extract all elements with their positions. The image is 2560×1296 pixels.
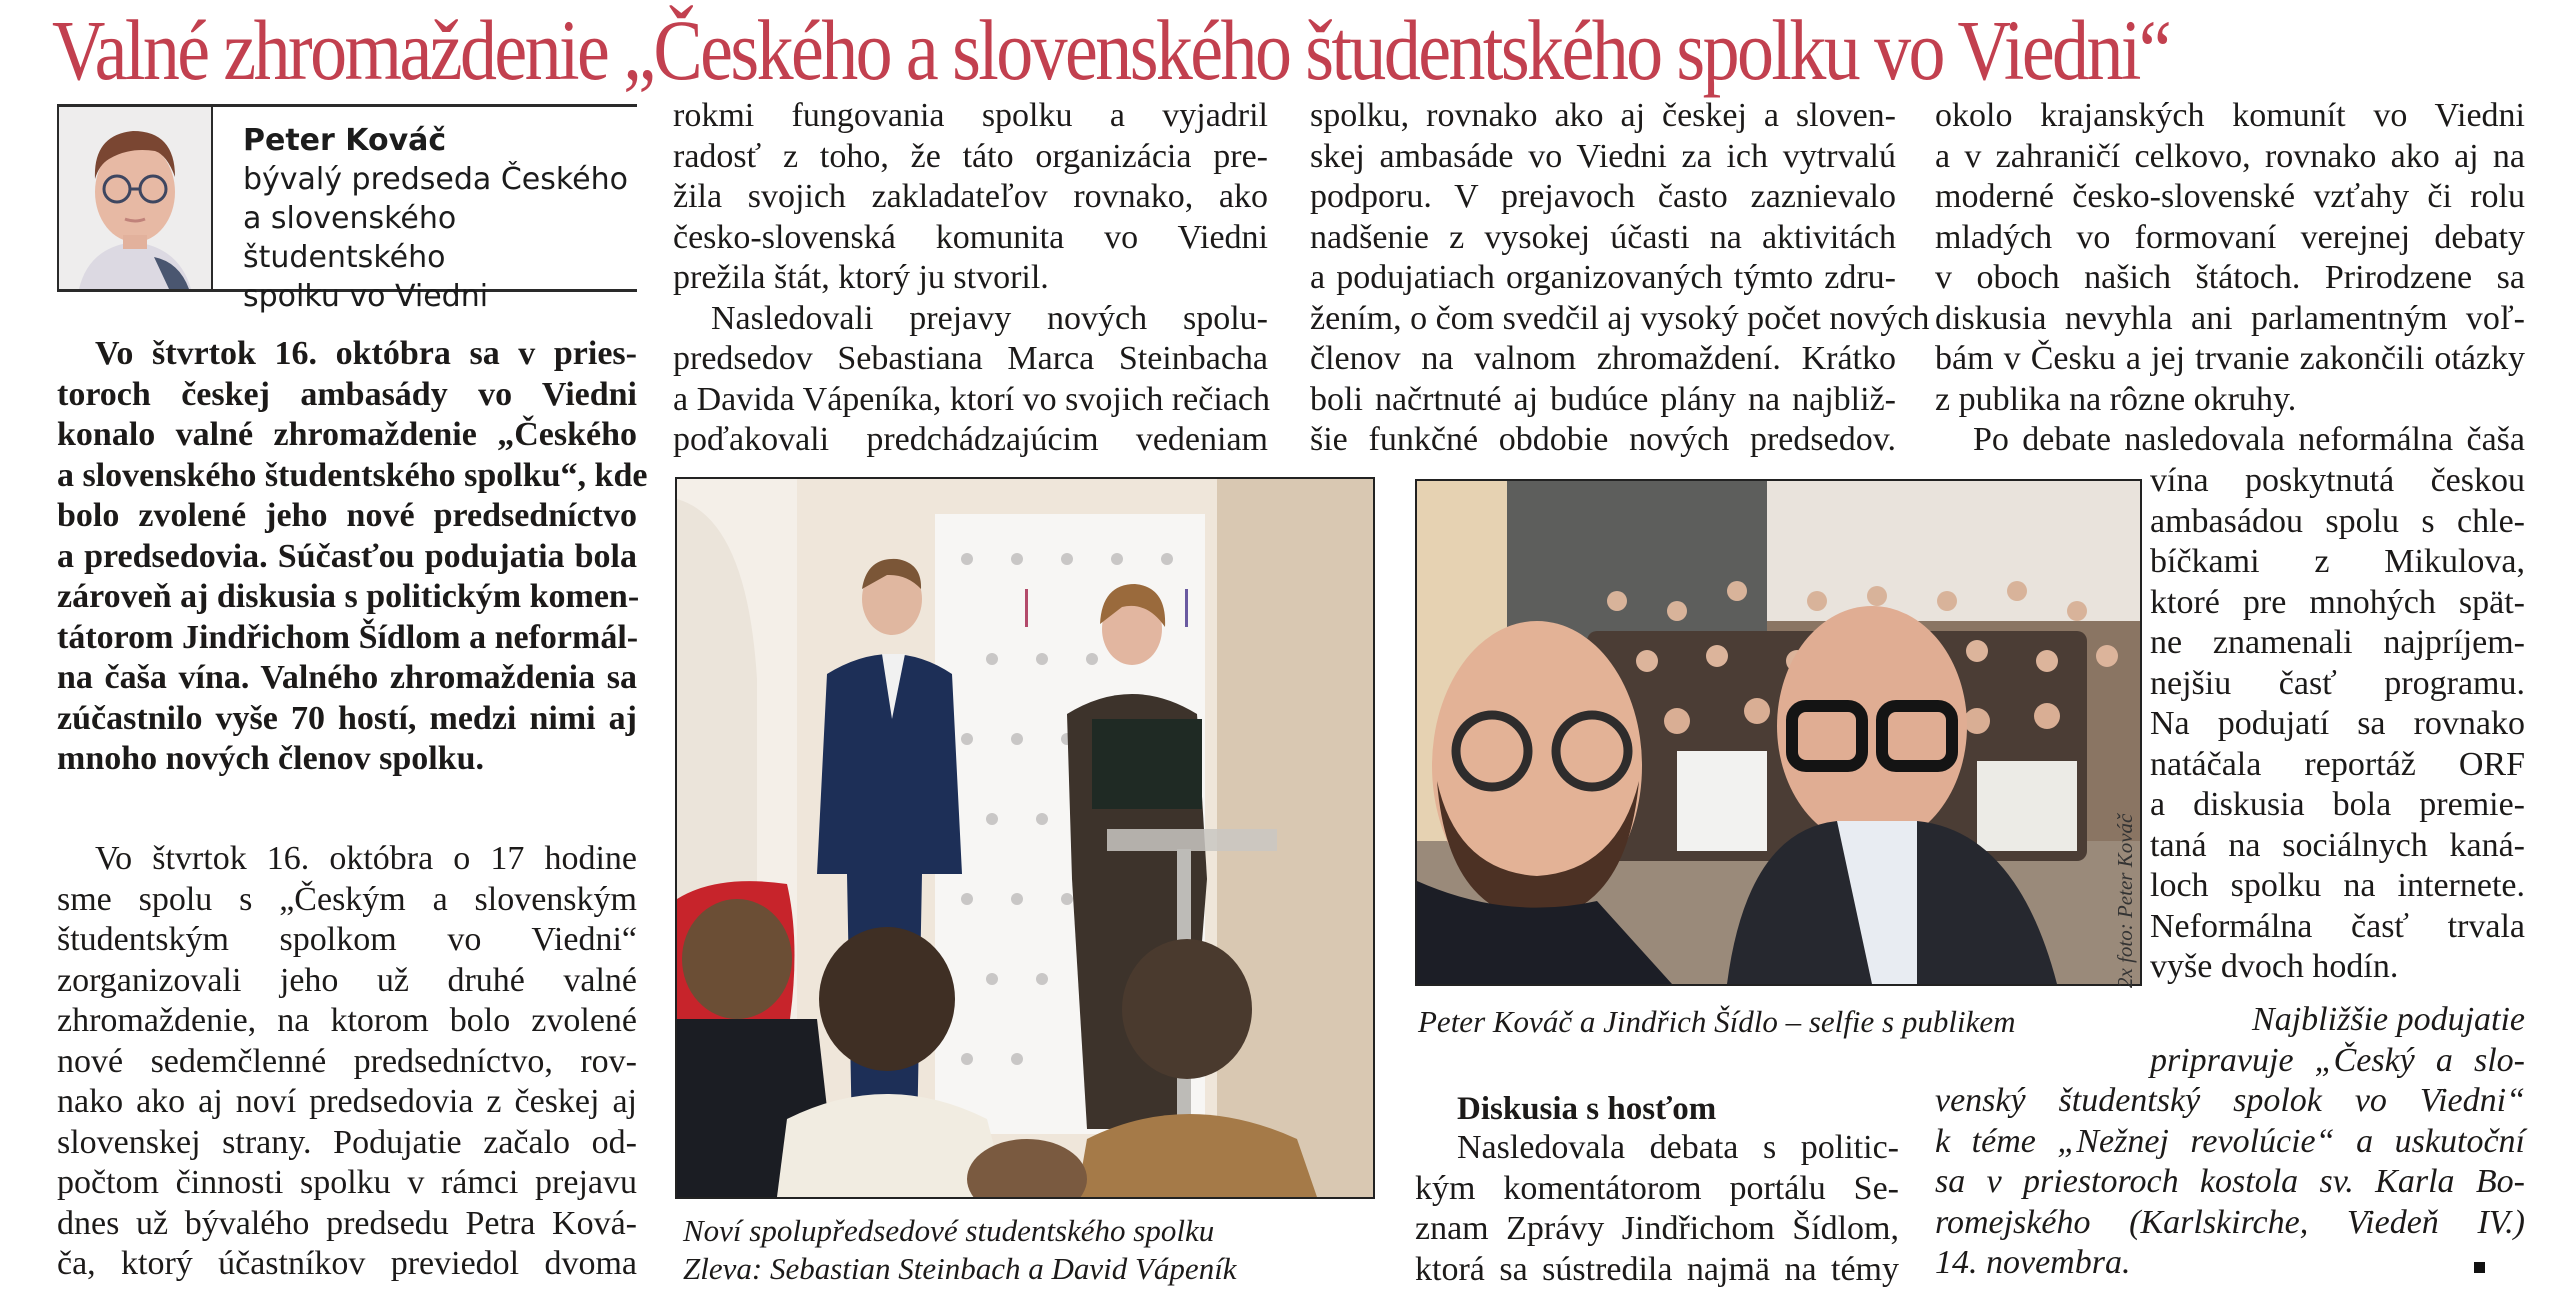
text-line: diskusia nevyhla ani parlamentným voľ-	[1935, 299, 2525, 337]
author-role-line: bývalý predseda Českého	[243, 162, 628, 197]
text-line: skej ambasáde vo Viedni za ich vytrvalú	[1310, 137, 1896, 175]
text-line: nako ako aj noví predsedovia z českej aj	[57, 1083, 637, 1120]
author-photo	[57, 107, 213, 289]
text-line: mnoho nových členov spolku.	[57, 740, 484, 777]
text-line: žila svojich zakladateľov rovnako, ako	[673, 178, 1268, 215]
text-line: česko-slovenská komunita vo Viedni	[673, 218, 1268, 256]
text-line: zhromaždenie, na ktorom bolo zvolené	[57, 1002, 637, 1039]
co-chairs-photo-icon	[677, 479, 1373, 1197]
text-line: bolo zvolené jeho nové predsedníctvo	[57, 497, 637, 534]
text-line: mladých vo formovaní verejnej debaty	[1935, 218, 2525, 256]
text-line: žením, o čom svedčil aj vysoký počet nových	[1310, 299, 1930, 337]
text-line: znam Zprávy Jindřichom Šídlom,	[1415, 1210, 1899, 1247]
text-line: dnes už bývalého predsedu Petra Ková-	[57, 1204, 637, 1242]
text-line: 14. novembra.	[1935, 1244, 2131, 1281]
author-info	[243, 121, 637, 316]
photo1-caption	[683, 1212, 1237, 1288]
text-line: Neformálna časť trvala	[2150, 907, 2525, 945]
text-line: sme spolu s „Českým a slovenským	[57, 880, 637, 918]
text-line: Najbližšie podujatie	[2252, 1001, 2525, 1038]
text-line: a Davida Vápeníka, ktorí vo svojich rečiach	[673, 380, 1270, 418]
text-line: radosť z toho, že táto organizácia pre-	[673, 137, 1268, 175]
text-line: predsedov Sebastiana Marca Steinbacha	[673, 340, 1268, 377]
text-line: k téme „Nežnej revolúcie“ a uskutoční	[1935, 1122, 2525, 1160]
section-heading: Diskusia s hosťom	[1457, 1091, 1717, 1127]
text-line: nadšenie z vysokej účasti na aktivitách	[1310, 218, 1896, 256]
body-paragraph-1	[57, 839, 637, 1285]
text-line: vyše dvoch hodín.	[2150, 948, 2399, 985]
text-line: spolku, rovnako ako aj českej a sloven-	[1310, 97, 1896, 134]
text-line: a diskusia bola premie-	[2150, 786, 2525, 823]
closing-paragraph	[1935, 1000, 2525, 1284]
body-column-2	[673, 96, 1268, 461]
text-line: taná na sociálnych kaná-	[2150, 826, 2525, 864]
author-box	[57, 104, 637, 314]
text-line: ambasádou spolu s chle-	[2150, 502, 2525, 540]
discussion-paragraph	[1415, 1128, 1899, 1290]
photo-co-chairs	[675, 477, 1375, 1199]
caption-line: Zleva: Sebastian Steinbach a David Vápeník	[683, 1251, 1237, 1286]
text-line: toroch českej ambasády vo Viedni	[57, 375, 637, 413]
text-line: šie funkčné obdobie nových predsedov.	[1310, 421, 1896, 458]
text-line: v oboch našich štátoch. Prirodzene sa	[1935, 259, 2525, 296]
text-line: moderné česko-slovenské vzťahy či rolu	[1935, 178, 2525, 215]
text-line: Vo štvrtok 16. októbra sa v pries-	[95, 335, 637, 372]
author-role-line: a slovenského študentského	[243, 201, 457, 275]
text-line: na čaša vína. Valného zhromaždenia sa	[57, 659, 637, 696]
text-line: vína poskytnutá českou	[2150, 462, 2525, 499]
text-line: pripravuje „Český a slo-	[2150, 1041, 2525, 1079]
text-line: poďakovali predchádzajúcim vedeniam	[673, 421, 1268, 458]
text-line: zúčastnilo vyše 70 hostí, medzi nimi aj	[57, 699, 637, 737]
text-line: a v zahraničí celkovo, rovnako ako aj na	[1935, 137, 2525, 175]
text-line: Vo štvrtok 16. októbra o 17 hodine	[95, 840, 637, 877]
text-line: podporu. V prejavoch často zaznievalo	[1310, 178, 1896, 215]
photo2-caption: Peter Kováč a Jindřich Šídlo – selfie s publikem	[1418, 1004, 2016, 1039]
text-line: ne znamenali najpríjem-	[2150, 624, 2525, 661]
text-line: natáčala reportáž ORF	[2150, 745, 2525, 783]
text-line: okolo krajanských komunít vo Viedni	[1935, 97, 2525, 134]
text-line: sa v priestoroch kostola sv. Karla Bo-	[1935, 1163, 2525, 1200]
text-line: Nasledovala debata s politic-	[1457, 1129, 1899, 1166]
text-line: rokmi fungovania spolku a vyjadril	[673, 97, 1268, 134]
caption-line: Noví spolupředsedové studentského spolku	[683, 1213, 1215, 1248]
text-line: a podujatiach organizovaných týmto zdru-	[1310, 259, 1896, 296]
text-line: konalo valné zhromaždenie „Českého	[57, 416, 637, 453]
text-line: členov na valnom zhromaždení. Krátko	[1310, 340, 1896, 377]
lead-paragraph	[57, 334, 648, 780]
text-line: zorganizovali jeho už druhé valné	[57, 961, 637, 999]
text-line: ktoré pre mnohých spät-	[2150, 583, 2525, 621]
author-name: Peter Kováč	[243, 123, 447, 158]
text-line: z publika na rôzne okruhy.	[1935, 380, 2297, 418]
body-column-3	[1310, 96, 1930, 461]
text-line: tátorom Jindřichom Šídlom a neformál-	[57, 618, 639, 656]
text-line: slovenskej strany. Podujatie začalo od-	[57, 1123, 637, 1161]
article-title: Valné zhromaždenie „Českého a slovenského študentského spolku vo Viedni“	[52, 2, 2170, 98]
author-role-line: spolku vo Viedni	[243, 279, 489, 314]
body-column-4	[1935, 96, 2525, 461]
text-line: a slovenského študentského spolku“, kde	[57, 456, 648, 494]
photo-selfie-audience	[1415, 479, 2142, 986]
text-line: Nasledovali prejavy nových spolu-	[711, 299, 1268, 337]
text-line: romejského (Karlskirche, Viedeň IV.)	[1935, 1203, 2525, 1241]
text-line: zároveň aj diskusia s politickým komen-	[57, 578, 640, 615]
body-column-4-narrow	[2150, 461, 2525, 988]
text-line: nové sedemčlenné predsedníctvo, rov-	[57, 1042, 637, 1080]
text-line: ča, ktorý účastníkov previedol dvoma	[57, 1245, 637, 1282]
text-line: Po debate nasledovala neformálna čaša	[1973, 421, 2525, 458]
author-portrait-icon	[59, 107, 211, 289]
text-line: a predsedovia. Súčasťou podujatia bola	[57, 537, 637, 575]
text-line: prežila štát, ktorý ju stvoril.	[673, 259, 1049, 296]
text-line: venský študentský spolok vo Viedni“	[1935, 1082, 2525, 1119]
end-of-article-icon	[2474, 1262, 2485, 1273]
text-line: bíčkami z Mikulova,	[2150, 543, 2525, 580]
text-line: bám v Česku a jej trvanie zakončili otázky	[1935, 340, 2525, 377]
text-line: Na podujatí sa rovnako	[2150, 705, 2525, 742]
text-line: boli načrtnuté aj budúce plány na najbliž-	[1310, 380, 1896, 418]
text-line: kým komentátorom portálu Se-	[1415, 1169, 1899, 1207]
text-line: študentským spolkom vo Viedni“	[57, 921, 637, 958]
text-line: loch spolku na internete.	[2150, 867, 2525, 904]
text-line: počtom činnosti spolku v rámci prejavu	[57, 1164, 637, 1201]
text-line: nejšiu časť programu.	[2150, 664, 2525, 702]
text-line: ktorá sa sústredila najmä na témy	[1415, 1250, 1899, 1288]
selfie-photo-icon	[1417, 481, 2140, 984]
photo-credit: 2x foto: Peter Kováč	[2113, 813, 2137, 988]
